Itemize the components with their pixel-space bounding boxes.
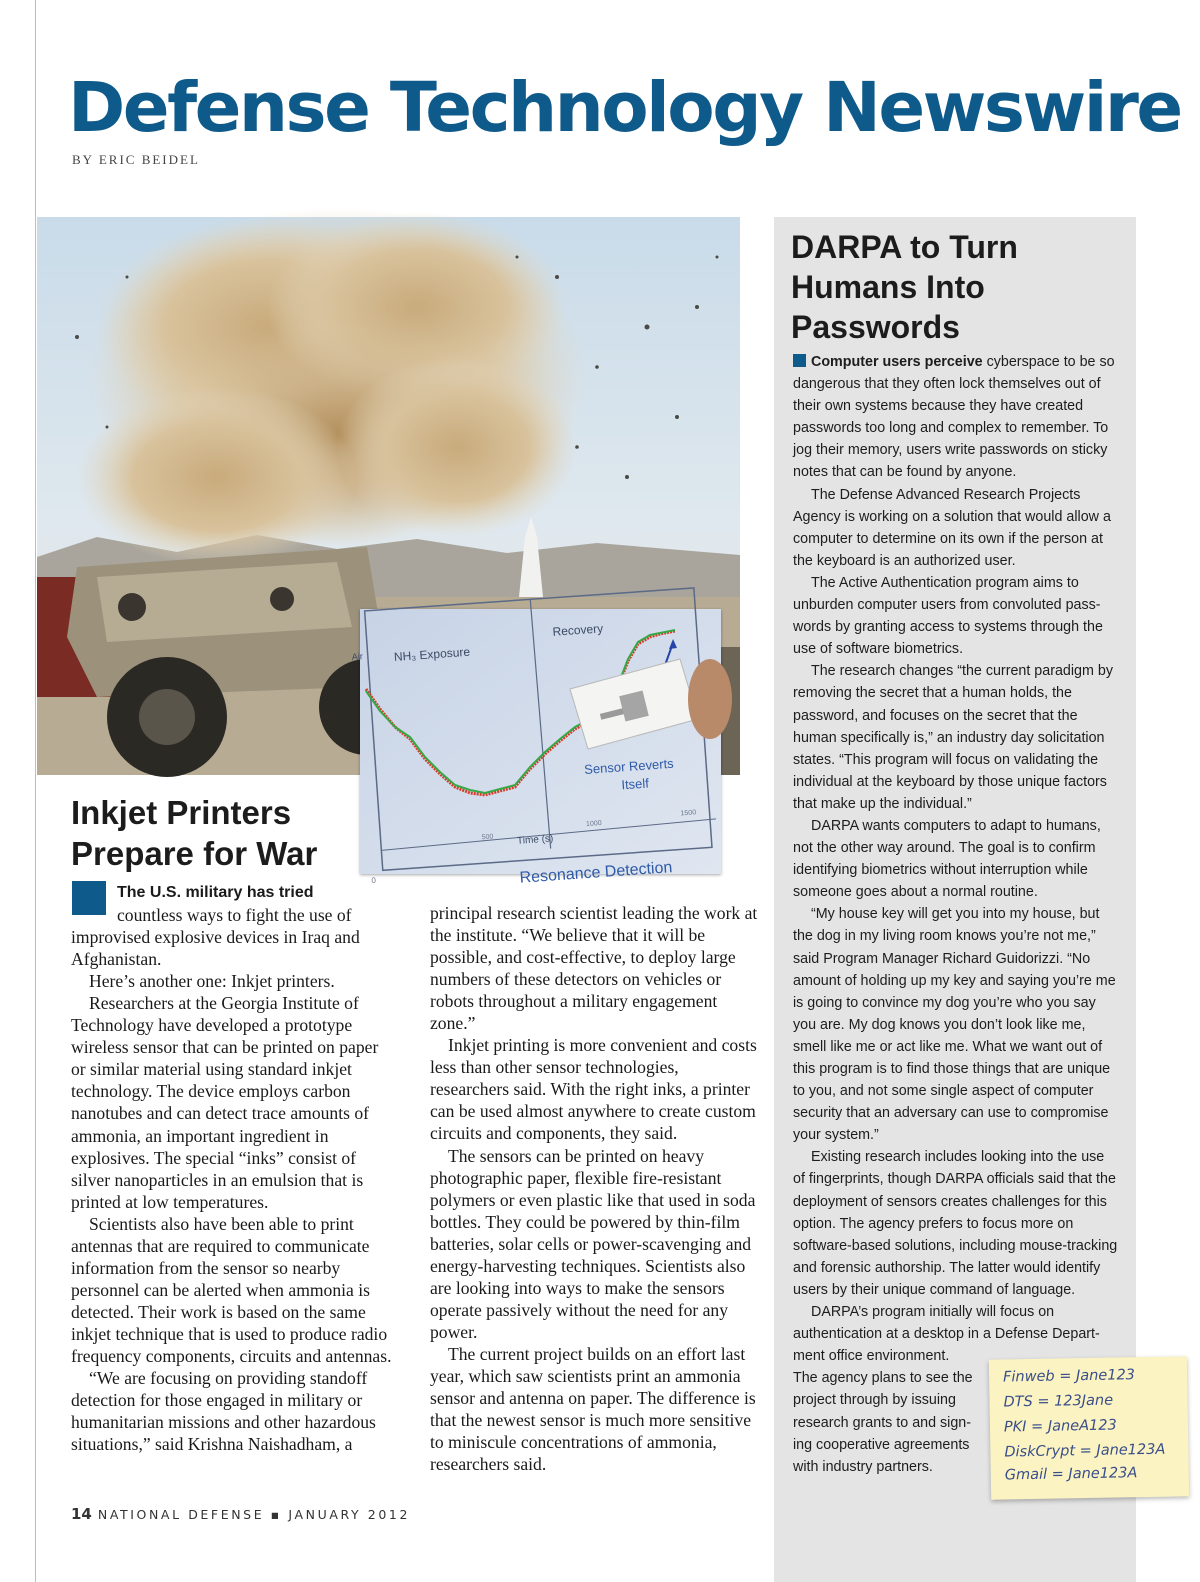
- inset-axis-time: Time (s): [516, 833, 554, 847]
- inset-bottom-text: Resonance Detection: [519, 859, 673, 887]
- sticky-note-line-4: DiskCrypt = Jane123A: [1004, 1441, 1166, 1461]
- sidebar-title-line-2: Humans Into: [791, 269, 985, 305]
- sensor-graph-inset: [351, 609, 721, 887]
- article-title: [71, 792, 317, 874]
- password-sticky-note: [989, 1356, 1189, 1499]
- article-title-line-1: Inkjet Printers: [71, 794, 292, 831]
- sticky-note-line-1: Finweb = Jane123: [1002, 1367, 1136, 1386]
- article-paragraph-5: “We are focusing on providing standoff detection for those engaged in military or humanitarian missions and other hazardous situations,” said Krishna Naishadham, a: [71, 1368, 376, 1455]
- sidebar-paragraph-6: “My house key will get you into my house, but the dog in my living room knows you’re not me,” said Program Manager Richard Guidorizzi. “No amount of holding up my key and saying you’re me is going to convince my dog you’re who you say you are. My dog knows you don’t look like me, smell like me or act like me. What we want out of this program is to find those things that are unique to you, and not some single aspect of computer security that an adversary can use to compromise your system.”: [793, 906, 1116, 1144]
- article-column-1: [71, 880, 397, 1455]
- sidebar-title: [791, 227, 1018, 347]
- sidebar-title-line-3: Passwords: [791, 309, 960, 345]
- drop-square-icon: [72, 881, 106, 915]
- sidebar-paragraph-1: [793, 351, 1118, 484]
- sidebar-paragraph-3: The Active Authentication program aims to unburden computer users from convoluted passwords by granting access to systems through the use of software biometrics.: [793, 574, 1103, 658]
- page-number: 14: [71, 1505, 92, 1523]
- inset-left-edge: Air: [351, 651, 364, 662]
- masthead-title: Defense Technology Newswire: [68, 68, 1181, 148]
- inset-label-exposure: NH₃ Exposure: [393, 644, 471, 664]
- inset-tick-1500: 1500: [680, 809, 697, 818]
- sidebar-title-line-1: DARPA to Turn: [791, 229, 1018, 265]
- article-lead-bold: The U.S. military has tried: [117, 884, 314, 901]
- sticky-note-line-5: Gmail = Jane123A: [1004, 1465, 1138, 1484]
- article-title-line-2: Prepare for War: [71, 835, 318, 872]
- sidebar-body: [793, 351, 1118, 1478]
- article-paragraph-7: The sensors can be printed on heavy photographic paper, flexible fire-resistant polymers or even plastic like that used in soda bottles. They could be powered by thin-film batteries, solar cells or power-scavenging and energy-harvesting techniques. Scientists also are looking into ways to make the sensors operate passively without the need for any power.: [430, 1145, 756, 1342]
- article-column-2: [430, 902, 762, 1475]
- inset-left-tick: 0: [371, 875, 377, 886]
- publication-info: NATIONAL DEFENSE ▪ JANUARY 2012: [97, 1507, 410, 1522]
- article-paragraph-4: Scientists also have been able to print antennas that are required to communicate information from the sensor so nearby personnel can be alerted when ammonia is detected. Their work is based on the same inkjet technique that is used to produce radio frequency components, circuits and antennas.: [71, 1213, 392, 1366]
- byline: BY ERIC BEIDEL: [72, 152, 200, 167]
- article-paragraph-3: Researchers at the Georgia Institute of Technology have developed a prototype wireless sensor that can be printed on paper or similar material using standard inkjet technology. The device employs carbon nanotubes and can detect trace amounts of ammonia, an important ingredient in explosives. The special “inks” consist of silver nanoparticles in an emulsion that is printed at low temperatures.: [71, 993, 379, 1212]
- article-paragraph-8: The current project builds on an effort last year, which saw scientists print an ammonia sensor and antenna on paper. The difference is that the newest sensor is much more sensitive to miniscule concentrations of ammonia, researchers said.: [430, 1343, 756, 1475]
- sticky-note-line-3: PKI = JaneA123: [1003, 1417, 1117, 1436]
- page-footer: [71, 1505, 410, 1523]
- inset-tick-500: 500: [481, 833, 494, 842]
- sidebar-paragraph-1-text: cyberspace to be so dangerous that they often lock themselves out of their own systems because they have created passwords too long and complex to remember. To jog their memory, users write passwords on sticky notes that can be found by anyone.: [793, 354, 1115, 481]
- article-paragraph-2: Here’s another one: Inkjet printers.: [89, 971, 335, 992]
- article-lead: [71, 880, 397, 970]
- sidebar-lead: Computer users perceive: [811, 354, 983, 370]
- inset-label-recovery: Recovery: [552, 621, 604, 639]
- sidebar-paragraph-8: DARPA’s program initially will focus on authentication at a desktop in a Defense Department office environment.: [793, 1304, 1100, 1365]
- square-bullet-icon: [793, 354, 806, 367]
- sidebar-paragraph-7: Existing research includes looking into the use of fingerprints, though DARPA officials said that the deployment of sensors creates challenges for this option. The agency prefers to focus more on software-based solutions, including mouse-tracking and forensic authorship. The latter would identify users by their unique command of language.: [793, 1149, 1118, 1298]
- sidebar-paragraph-5: DARPA wants computers to adapt to humans, not the other way around. The goal is to confirm identifying biometrics without interruption while someone goes about a normal routine.: [793, 817, 1101, 901]
- inset-label-reverts-1: Sensor Reverts: [583, 755, 675, 777]
- sticky-note-line-2: DTS = 123Jane: [1003, 1392, 1114, 1411]
- inset-tick-1000: 1000: [585, 819, 602, 828]
- sensor-graph-art: [351, 609, 721, 887]
- sidebar-paragraph-9: The agency plans to see the project through by issuing research grants to and signing cooperative agreements with industry partners.: [793, 1370, 973, 1475]
- inset-label-reverts-2: Itself: [620, 775, 650, 793]
- article-paragraph-6: Inkjet printing is more convenient and costs less than other sensor technologies, researchers said. With the right inks, a printer can be used almost anywhere to create custom circuits and components, they said.: [430, 1035, 757, 1144]
- sidebar-paragraph-4: The research changes “the current paradigm by removing the secret that a human holds, the password, and focuses on the secret that the human specifically is,” an industry day solicitation states. “This program will focus on validating the individual at the keyboard by those unique factors that make up the individual.”: [793, 663, 1113, 812]
- sidebar-paragraph-2: The Defense Advanced Research Projects Agency is working on a solution that would allow a computer to determine on its own if the person at the keyboard is an authorized user.: [793, 486, 1111, 569]
- article-paragraph-5-continued: principal research scientist leading the work at the institute. “We believe that it will be possible, and cost-effective, to deploy large numbers of these detectors on vehicles or robots throughout a military engagement zone.”: [430, 903, 758, 1034]
- page-margin-rule: [35, 0, 36, 1582]
- article-paragraph-1: countless ways to fight the use of improvised explosive devices in Iraq and Afghanistan.: [71, 905, 360, 970]
